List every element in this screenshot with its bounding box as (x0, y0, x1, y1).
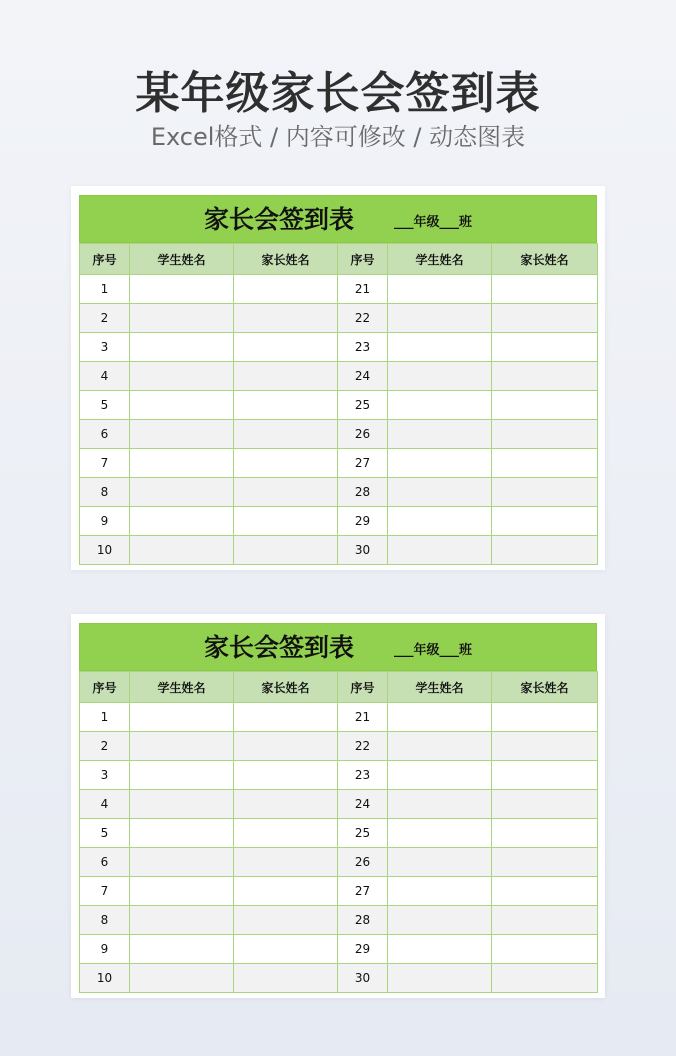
table-row (80, 877, 598, 906)
student-name-cell[interactable] (388, 507, 492, 536)
student-name-cell[interactable] (130, 964, 234, 993)
table-row (80, 536, 598, 565)
parent-name-cell[interactable] (492, 536, 598, 565)
row-number-cell: 21 (338, 703, 388, 732)
student-name-cell[interactable] (388, 362, 492, 391)
parent-name-cell[interactable] (234, 877, 338, 906)
header-cell: 学生姓名 (388, 672, 492, 703)
header-cell: 序号 (338, 244, 388, 275)
header-cell: 家长姓名 (234, 244, 338, 275)
signin-sheet (71, 614, 605, 998)
table-body (80, 275, 598, 565)
signin-table (79, 671, 598, 993)
table-body (80, 703, 598, 993)
signin-table (79, 243, 598, 565)
student-name-cell[interactable] (130, 790, 234, 819)
header-cell: 家长姓名 (492, 672, 598, 703)
student-name-cell[interactable] (130, 761, 234, 790)
row-number-cell: 22 (338, 304, 388, 333)
parent-name-cell[interactable] (492, 391, 598, 420)
student-name-cell[interactable] (130, 275, 234, 304)
row-number-cell: 1 (80, 703, 130, 732)
student-name-cell[interactable] (388, 819, 492, 848)
header-row (80, 244, 598, 275)
row-number-cell: 30 (338, 536, 388, 565)
table-row (80, 761, 598, 790)
row-number-cell: 26 (338, 848, 388, 877)
table-row (80, 420, 598, 449)
student-name-cell[interactable] (130, 333, 234, 362)
student-name-cell[interactable] (130, 478, 234, 507)
row-number-cell: 28 (338, 478, 388, 507)
parent-name-cell[interactable] (234, 304, 338, 333)
student-name-cell[interactable] (388, 703, 492, 732)
row-number-cell: 30 (338, 964, 388, 993)
header-cell: 学生姓名 (388, 244, 492, 275)
header-cell: 序号 (80, 244, 130, 275)
sheet-header (79, 623, 597, 671)
parent-name-cell[interactable] (492, 790, 598, 819)
row-number-cell: 8 (80, 478, 130, 507)
row-number-cell: 6 (80, 420, 130, 449)
row-number-cell: 27 (338, 449, 388, 478)
row-number-cell: 10 (80, 964, 130, 993)
row-number-cell: 2 (80, 732, 130, 761)
parent-name-cell[interactable] (492, 877, 598, 906)
parent-name-cell[interactable] (492, 761, 598, 790)
sheet-content (79, 195, 597, 562)
student-name-cell[interactable] (130, 906, 234, 935)
table-row (80, 449, 598, 478)
grade-class-label: ___年级___班 (394, 643, 473, 658)
row-number-cell: 2 (80, 304, 130, 333)
parent-name-cell[interactable] (492, 964, 598, 993)
grade-class-label: ___年级___班 (394, 215, 473, 230)
table-row (80, 391, 598, 420)
row-number-cell: 10 (80, 536, 130, 565)
parent-name-cell[interactable] (234, 906, 338, 935)
student-name-cell[interactable] (130, 848, 234, 877)
parent-name-cell[interactable] (492, 703, 598, 732)
parent-name-cell[interactable] (234, 536, 338, 565)
student-name-cell[interactable] (130, 449, 234, 478)
row-number-cell: 29 (338, 507, 388, 536)
row-number-cell: 27 (338, 877, 388, 906)
table-row (80, 906, 598, 935)
parent-name-cell[interactable] (234, 964, 338, 993)
row-number-cell: 25 (338, 819, 388, 848)
row-number-cell: 8 (80, 906, 130, 935)
parent-name-cell[interactable] (234, 507, 338, 536)
table-row (80, 275, 598, 304)
row-number-cell: 9 (80, 507, 130, 536)
table-row (80, 964, 598, 993)
table-row (80, 848, 598, 877)
row-number-cell: 3 (80, 761, 130, 790)
student-name-cell[interactable] (388, 449, 492, 478)
student-name-cell[interactable] (388, 964, 492, 993)
student-name-cell[interactable] (388, 761, 492, 790)
parent-name-cell[interactable] (234, 732, 338, 761)
parent-name-cell[interactable] (492, 275, 598, 304)
parent-name-cell[interactable] (492, 732, 598, 761)
parent-name-cell[interactable] (234, 935, 338, 964)
parent-name-cell[interactable] (492, 507, 598, 536)
row-number-cell: 28 (338, 906, 388, 935)
student-name-cell[interactable] (130, 877, 234, 906)
row-number-cell: 7 (80, 877, 130, 906)
signin-sheet (71, 186, 605, 570)
student-name-cell[interactable] (388, 935, 492, 964)
row-number-cell: 3 (80, 333, 130, 362)
parent-name-cell[interactable] (234, 761, 338, 790)
parent-name-cell[interactable] (492, 449, 598, 478)
student-name-cell[interactable] (388, 391, 492, 420)
header-cell: 学生姓名 (130, 244, 234, 275)
table-row (80, 333, 598, 362)
student-name-cell[interactable] (130, 304, 234, 333)
student-name-cell[interactable] (130, 391, 234, 420)
row-number-cell: 22 (338, 732, 388, 761)
row-number-cell: 29 (338, 935, 388, 964)
parent-name-cell[interactable] (492, 420, 598, 449)
student-name-cell[interactable] (388, 848, 492, 877)
student-name-cell[interactable] (388, 304, 492, 333)
student-name-cell[interactable] (388, 420, 492, 449)
student-name-cell[interactable] (388, 790, 492, 819)
sheet-title: 家长会签到表 (204, 205, 355, 234)
student-name-cell[interactable] (130, 935, 234, 964)
parent-name-cell[interactable] (234, 391, 338, 420)
row-number-cell: 7 (80, 449, 130, 478)
parent-name-cell[interactable] (234, 449, 338, 478)
table-row (80, 478, 598, 507)
row-number-cell: 5 (80, 819, 130, 848)
student-name-cell[interactable] (130, 732, 234, 761)
parent-name-cell[interactable] (234, 362, 338, 391)
header-row (80, 672, 598, 703)
row-number-cell: 24 (338, 362, 388, 391)
parent-name-cell[interactable] (234, 790, 338, 819)
parent-name-cell[interactable] (234, 819, 338, 848)
row-number-cell: 9 (80, 935, 130, 964)
row-number-cell: 25 (338, 391, 388, 420)
row-number-cell: 4 (80, 362, 130, 391)
header-cell: 学生姓名 (130, 672, 234, 703)
sheet-header (79, 195, 597, 243)
student-name-cell[interactable] (388, 877, 492, 906)
parent-name-cell[interactable] (492, 304, 598, 333)
table-row (80, 304, 598, 333)
parent-name-cell[interactable] (234, 333, 338, 362)
parent-name-cell[interactable] (492, 333, 598, 362)
row-number-cell: 23 (338, 333, 388, 362)
row-number-cell: 5 (80, 391, 130, 420)
parent-name-cell[interactable] (492, 906, 598, 935)
student-name-cell[interactable] (388, 275, 492, 304)
student-name-cell[interactable] (388, 478, 492, 507)
row-number-cell: 4 (80, 790, 130, 819)
table-row (80, 819, 598, 848)
student-name-cell[interactable] (130, 507, 234, 536)
row-number-cell: 21 (338, 275, 388, 304)
table-row (80, 507, 598, 536)
student-name-cell[interactable] (388, 536, 492, 565)
sheet-content (79, 623, 597, 990)
header-cell: 序号 (80, 672, 130, 703)
row-number-cell: 26 (338, 420, 388, 449)
sheet-title: 家长会签到表 (204, 633, 355, 662)
parent-name-cell[interactable] (492, 362, 598, 391)
page-title: 某年级家长会签到表 (135, 68, 541, 119)
page-subtitle: Excel格式 / 内容可修改 / 动态图表 (150, 123, 526, 151)
student-name-cell[interactable] (130, 819, 234, 848)
parent-name-cell[interactable] (234, 703, 338, 732)
parent-name-cell[interactable] (492, 935, 598, 964)
student-name-cell[interactable] (130, 420, 234, 449)
row-number-cell: 24 (338, 790, 388, 819)
parent-name-cell[interactable] (234, 478, 338, 507)
parent-name-cell[interactable] (234, 420, 338, 449)
parent-name-cell[interactable] (234, 275, 338, 304)
student-name-cell[interactable] (130, 703, 234, 732)
row-number-cell: 6 (80, 848, 130, 877)
student-name-cell[interactable] (130, 536, 234, 565)
row-number-cell: 23 (338, 761, 388, 790)
table-row (80, 732, 598, 761)
header-cell: 序号 (338, 672, 388, 703)
parent-name-cell[interactable] (492, 848, 598, 877)
student-name-cell[interactable] (388, 732, 492, 761)
student-name-cell[interactable] (130, 362, 234, 391)
row-number-cell: 1 (80, 275, 130, 304)
table-row (80, 790, 598, 819)
table-row (80, 935, 598, 964)
student-name-cell[interactable] (388, 333, 492, 362)
parent-name-cell[interactable] (492, 478, 598, 507)
header-cell: 家长姓名 (492, 244, 598, 275)
header-cell: 家长姓名 (234, 672, 338, 703)
table-row (80, 703, 598, 732)
student-name-cell[interactable] (388, 906, 492, 935)
parent-name-cell[interactable] (492, 819, 598, 848)
parent-name-cell[interactable] (234, 848, 338, 877)
table-row (80, 362, 598, 391)
